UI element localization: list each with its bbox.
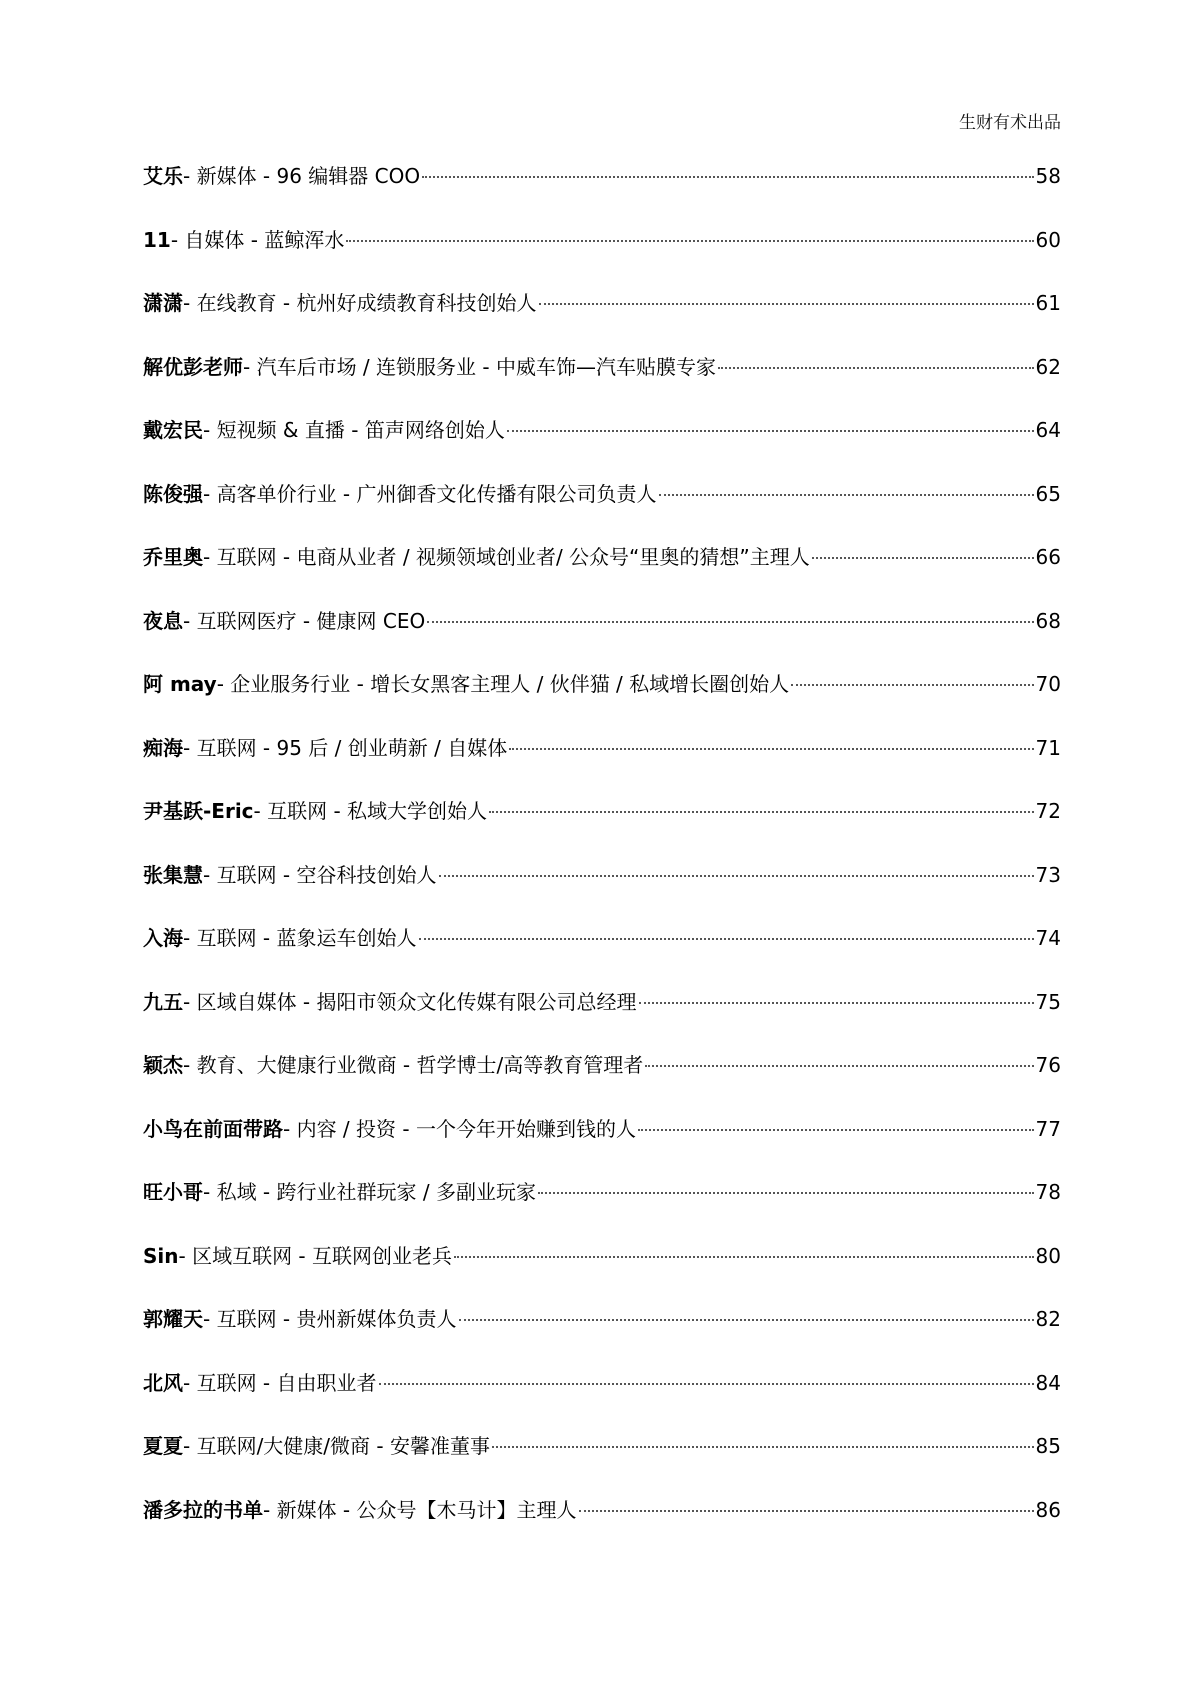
toc-entry-description: - 高客单价行业 - 广州御香文化传播有限公司负责人 [203,481,657,506]
toc-entry[interactable] [143,289,1061,353]
toc-entry[interactable] [143,1305,1061,1369]
toc-entry-page-number: 75 [1035,989,1061,1014]
toc-entry-page-number: 70 [1035,672,1061,696]
toc-entry-page-number: 61 [1035,291,1061,315]
dot-leader [346,240,1033,242]
toc-entry[interactable] [143,162,1061,226]
toc-entry-page-number: 68 [1035,608,1061,633]
toc-entry-page-number: 86 [1035,1497,1061,1522]
toc-entry[interactable] [143,226,1061,290]
toc-entry[interactable] [143,734,1061,798]
dot-leader [489,811,1033,813]
toc-entry-name: 小鸟在前面带路 [143,1116,283,1141]
toc-entry-description: - 互联网 - 电商从业者 / 视频领域创业者/ 公众号“里奥的猜想”主理人 [203,545,810,569]
toc-entry-description: - 汽车后市场 / 连锁服务业 - 中威车饰—汽车贴膜专家 [243,354,716,379]
toc-entry-description: - 互联网 - 贵州新媒体负责人 [203,1307,457,1331]
dot-leader [812,557,1034,559]
toc-entry-description: - 互联网 - 自由职业者 [183,1370,377,1395]
dot-leader [638,1129,1034,1131]
dot-leader [459,1319,1034,1321]
dot-leader [791,684,1033,686]
toc-entry-page-number: 60 [1035,227,1061,252]
toc-entry[interactable] [143,861,1061,925]
toc-entry[interactable] [143,353,1061,417]
toc-entry[interactable] [143,1178,1061,1242]
toc-entry-name: 戴宏民 [143,418,203,442]
toc-entry-page-number: 80 [1035,1243,1061,1268]
toc-entry-page-number: 74 [1035,926,1061,950]
toc-entry-name: 11 [143,227,171,252]
toc-entry-page-number: 71 [1035,735,1061,760]
toc-entry-description: - 新媒体 - 公众号【木马计】主理人 [263,1497,577,1522]
dot-leader [659,494,1034,496]
toc-entry-page-number: 65 [1035,481,1061,506]
table-of-contents [143,162,1061,1559]
dot-leader [645,1065,1033,1067]
toc-entry[interactable] [143,1369,1061,1433]
toc-entry-page-number: 72 [1035,799,1061,823]
toc-entry-description: - 新媒体 - 96 编辑器 COO [183,164,421,188]
toc-entry-name: 痴海 [143,735,183,760]
toc-entry-description: - 区域互联网 - 互联网创业老兵 [178,1243,453,1268]
toc-entry-description: - 短视频 & 直播 - 笛声网络创始人 [203,418,505,442]
toc-entry-name: 陈俊强 [143,481,203,506]
toc-entry-page-number: 82 [1035,1307,1061,1331]
toc-entry-page-number: 84 [1035,1370,1061,1395]
toc-entry[interactable] [143,670,1061,734]
dot-leader [507,430,1034,432]
dot-leader [439,875,1034,877]
dot-leader [579,1510,1034,1512]
toc-entry-description: - 在线教育 - 杭州好成绩教育科技创始人 [183,291,537,315]
toc-entry-description: - 内容 / 投资 - 一个今年开始赚到钱的人 [283,1116,636,1141]
toc-entry[interactable] [143,988,1061,1052]
toc-entry-name: 解优彭老师 [143,354,243,379]
toc-entry[interactable] [143,416,1061,480]
toc-entry[interactable] [143,607,1061,671]
dot-leader [422,176,1033,178]
toc-entry-page-number: 64 [1035,418,1061,442]
header-brand: 生财有术出品 [959,113,1061,133]
dot-leader [639,1002,1034,1004]
toc-entry-name: 尹基跃-Eric [143,799,254,823]
toc-entry-name: 乔里奥 [143,545,203,569]
toc-entry-description: - 互联网 - 空谷科技创始人 [203,862,437,887]
toc-entry-page-number: 58 [1035,164,1061,188]
toc-entry-name: 阿 may [143,672,217,696]
toc-entry[interactable] [143,1051,1061,1115]
toc-entry-description: - 企业服务行业 - 增长女黑客主理人 / 伙伴猫 / 私域增长圈创始人 [216,672,790,696]
toc-entry-name: 夜息 [143,608,183,633]
toc-entry[interactable] [143,480,1061,544]
toc-entry-description: - 私域 - 跨行业社群玩家 / 多副业玩家 [203,1180,536,1204]
toc-entry-page-number: 62 [1035,354,1061,379]
toc-entry-description: - 互联网 - 私域大学创始人 [253,799,488,823]
toc-entry[interactable] [143,1242,1061,1306]
toc-entry-description: - 自媒体 - 蓝鲸浑水 [170,227,345,252]
toc-entry-name: 张集慧 [143,862,203,887]
toc-entry-name: 潘多拉的书单 [143,1497,263,1522]
dot-leader [509,748,1033,750]
dot-leader [539,303,1034,305]
toc-entry-description: - 教育、大健康行业微商 - 哲学博士/高等教育管理者 [183,1053,644,1077]
toc-entry-name: 颖杰 [143,1053,183,1077]
toc-entry[interactable] [143,1496,1061,1560]
toc-entry-name: 夏夏 [143,1434,183,1458]
toc-entry-page-number: 76 [1035,1053,1061,1077]
toc-entry-name: 艾乐 [143,164,183,188]
toc-entry-name: 潇潇 [143,291,183,315]
toc-entry[interactable] [143,1432,1061,1496]
toc-entry-name: Sin [143,1243,179,1268]
toc-entry-description: - 互联网医疗 - 健康网 CEO [183,608,426,633]
toc-entry-name: 旺小哥 [143,1180,203,1204]
toc-entry-description: - 区域自媒体 - 揭阳市领众文化传媒有限公司总经理 [183,989,637,1014]
toc-entry[interactable] [143,797,1061,861]
toc-entry[interactable] [143,1115,1061,1179]
dot-leader [379,1383,1034,1385]
toc-entry-description: - 互联网/大健康/微商 - 安馨准董事 [183,1434,490,1458]
dot-leader [718,367,1034,369]
toc-entry-description: - 互联网 - 蓝象运车创始人 [183,926,417,950]
toc-entry-name: 郭耀天 [143,1307,203,1331]
dot-leader [427,621,1033,623]
toc-entry-name: 入海 [143,926,183,950]
toc-entry-page-number: 78 [1035,1180,1061,1204]
dot-leader [492,1446,1034,1448]
toc-entry-page-number: 73 [1035,862,1061,887]
dot-leader [454,1256,1034,1258]
toc-entry-description: - 互联网 - 95 后 / 创业萌新 / 自媒体 [183,735,508,760]
toc-entry-page-number: 66 [1035,545,1061,569]
dot-leader [419,938,1034,940]
toc-entry-name: 北风 [143,1370,183,1395]
toc-entry-name: 九五 [143,989,183,1014]
toc-entry-page-number: 85 [1035,1434,1061,1458]
toc-entry-page-number: 77 [1035,1116,1061,1141]
toc-entry[interactable] [143,924,1061,988]
toc-entry[interactable] [143,543,1061,607]
dot-leader [538,1192,1034,1194]
